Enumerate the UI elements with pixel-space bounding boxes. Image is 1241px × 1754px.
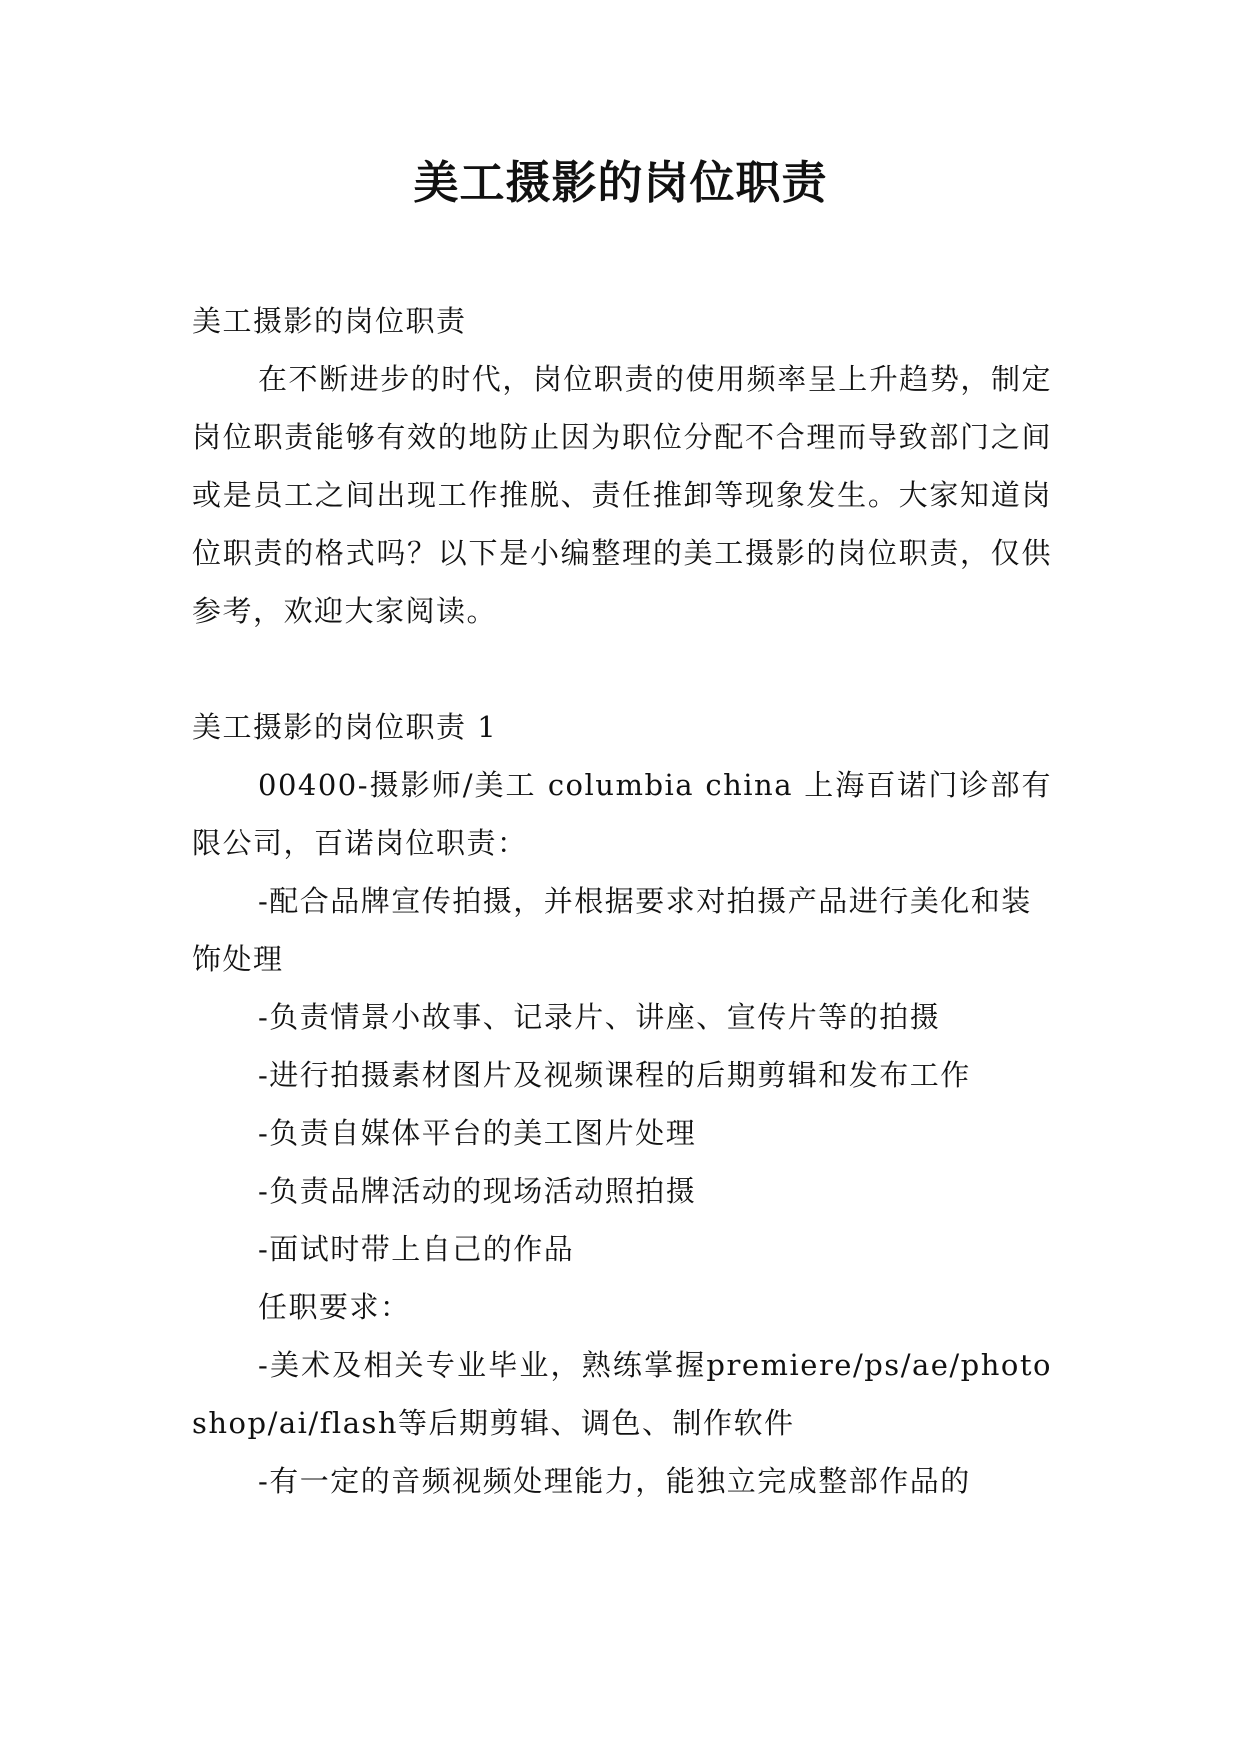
duty-item: -负责自媒体平台的美工图片处理 xyxy=(258,1116,697,1150)
duty-item: -负责品牌活动的现场活动照拍摄 xyxy=(258,1174,697,1208)
duty-item: -面试时带上自己的作品 xyxy=(258,1232,575,1266)
requirement-item: -有一定的音频视频处理能力，能独立完成整部作品的 xyxy=(258,1464,971,1498)
duty-item: -负责情景小故事、记录片、讲座、宣传片等的拍摄 xyxy=(258,1000,941,1034)
requirement-item: -美术及相关专业毕业，熟练掌握premiere/ps/ae/photoshop/ai/flash等后期剪辑、调色、制作软件 xyxy=(192,1348,1052,1440)
duty-item: -进行拍摄素材图片及视频课程的后期剪辑和发布工作 xyxy=(258,1058,971,1092)
document-subtitle: 美工摄影的岗位职责 xyxy=(192,304,467,338)
requirements-heading: 任职要求： xyxy=(258,1290,411,1324)
company-line: 00400-摄影师/美工 columbia china 上海百诺门诊部有限公司，百诺岗位职责： xyxy=(192,768,1052,860)
section-heading: 美工摄影的岗位职责 1 xyxy=(192,710,498,744)
intro-paragraph: 在不断进步的时代，岗位职责的使用频率呈上升趋势，制定岗位职责能够有效的地防止因为职位分配不合理而导致部门之间或是员工之间出现工作推脱、责任推卸等现象发生。大家知道岗位职责的格式吗？以下是小编整理的美工摄影的岗位职责，仅供参考，欢迎大家阅读。 xyxy=(192,362,1052,628)
document-body xyxy=(192,292,1052,1510)
document-title: 美工摄影的岗位职责 xyxy=(413,156,828,209)
duty-item: -配合品牌宣传拍摄，并根据要求对拍摄产品进行美化和装饰处理 xyxy=(192,884,1032,976)
